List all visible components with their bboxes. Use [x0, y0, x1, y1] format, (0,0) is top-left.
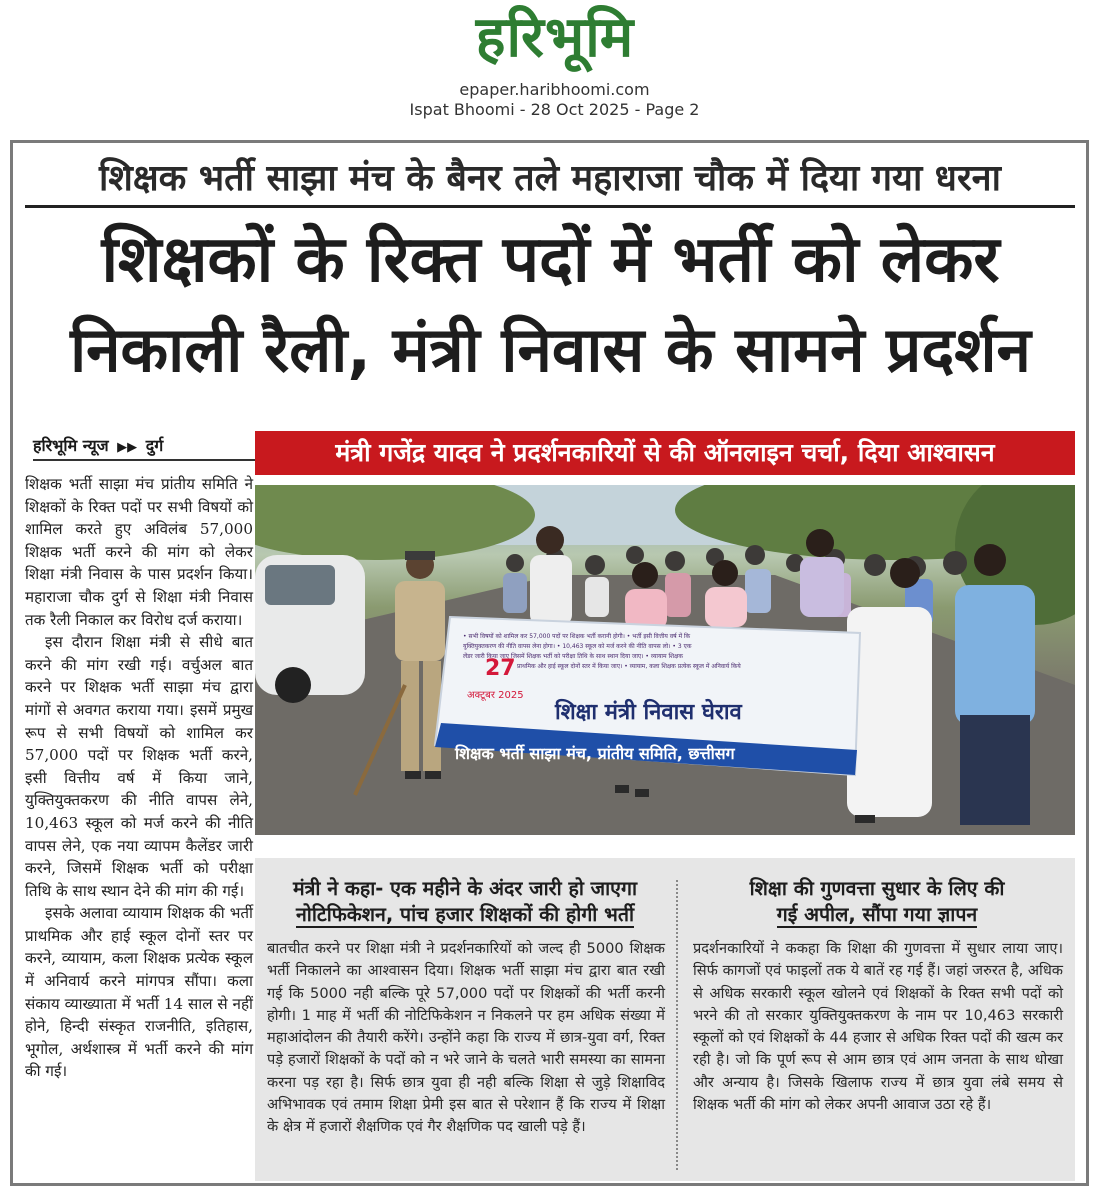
epaper-url[interactable]: epaper.haribhoomi.com: [459, 80, 650, 99]
headline-line-1: शिक्षकों के रिक्त पदों में भर्ती को लेकर: [101, 223, 1000, 297]
banner-sub-text: शिक्षक भर्ती साझा मंच, प्रांतीय समिति, छत्तीसग: [455, 744, 735, 763]
banner-small-line: युक्तियुक्तकरण की नीति वापस लेना होगा। • 10,463 स्कूल को मर्ज करने की नीति वापस लो। • 3 एक: [463, 643, 692, 650]
byline: [33, 433, 258, 461]
sidebar-left-heading-line-2: नोटिफिकेशन, पांच हजार शिक्षकों की होगी भर्ती: [295, 903, 635, 926]
article-headline: [23, 215, 1078, 395]
body-paragraph: इस दौरान शिक्षा मंत्री से सीधे बात करने की मांग रखी गई। वर्चुअल बात करने पर शिक्षक भर्ती साझा मंच द्वारा मांगों से अवगत कराया गया। इसमें प्रमुख रूप से सभी विषयों को शामिल कर 57,000 पदों पर शिक्षक भर्ती करने, इसी वित्तीय वर्ष में किया जाने, युक्तियुक्तकरण की नीति वापस लेने, 10,463 स्कूल को मर्ज करने की नीति वापस लेने, एक नया व्यापम कैलेंडर जारी करने, जिसमें शिक्षक भर्ती को परीक्षा तिथि के साथ स्थान देने की मांग की गई।: [25, 633, 253, 900]
byline-source: हरिभूमि न्यूज: [33, 436, 109, 455]
banner-main-text: शिक्षा मंत्री निवास घेराव: [555, 700, 742, 725]
column-divider: [676, 880, 678, 1170]
dateline: दुर्ग: [145, 436, 164, 455]
haribhoomi-logo[interactable]: [415, 2, 695, 74]
article-frame: [10, 140, 1089, 1186]
article-body: [25, 473, 253, 1083]
sidebar-left-body: बातचीत करने पर शिक्षा मंत्री ने प्रदर्शनकारियों को जल्द ही 5000 शिक्षक भर्ती निकालने का आश्वासन दिया। शिक्षक भर्ती साझा मंच द्वारा बात रखी गई कि 5000 नही बल्कि पूरे 57,000 पदों पर शिक्षकों की भर्ती करनी होगी। 1 माह में भर्ती की नोटिफिकेशन न निकलने पर हम अधिक संख्या में महाआंदोलन की तैयारी करेंगे। उन्होंने कहा कि राज्य में छात्र-युवा वर्ग, रिक्त पड़े हजारों शिक्षकों के पदों को न भरे जाने के चलते भारी समस्या का सामना करना पड़ रहा है। सिर्फ छात्र युवा ही नही बल्कि शिक्षा से जुड़े शिक्षाविद अभिभावक एवं तमाम शिक्षा प्रेमी इस बात से परेशान हैं कि राज्य में शिक्षा के क्षेत्र में हजारों शैक्षणिक एवं गैर शैक्षणिक पद खाली पड़े हैं।: [267, 940, 665, 1136]
sidebar-left-heading: [265, 876, 665, 928]
logo-text: हरिभूमि: [475, 5, 635, 70]
sidebar-left-heading-line-1: मंत्री ने कहा- एक महीने के अंदर जारी हो जाएगा: [292, 877, 637, 900]
edition-line: Ispat Bhoomi - 28 Oct 2025 - Page 2: [409, 100, 700, 119]
banner-month: अक्टूबर 2025: [467, 690, 524, 701]
body-paragraph: इसके अलावा व्यायाम शिक्षक की भर्ती प्राथमिक और हाई स्कूल दोनों स्तर पर करने, व्यायाम, कला शिक्षक प्रत्येक स्कूल में अनिवार्य करने मांगपत्र सौंपा। कला संकाय व्याख्याता में भर्ती 14 साल से नहीं होने, हिन्दी संस्कृत राजनीति, इतिहास, भूगोल, अर्थशास्त्र में भर्ती करने की मांग की गई।: [25, 904, 253, 1081]
byline-arrow-icon: ▶▶: [117, 440, 138, 455]
headline-line-2: निकाली रैली, मंत्री निवास के सामने प्रदर्शन: [70, 313, 1031, 386]
protest-banner: [435, 617, 860, 775]
rally-photo: [255, 485, 1075, 835]
body-paragraph: शिक्षक भर्ती साझा मंच प्रांतीय समिति ने शिक्षकों के रिक्त पदों पर सभी विषयों को शामिल करते हुए अविलंब 57,000 शिक्षक भर्ती करने की मांग को लेकर शिक्षा मंत्री निवास के पास प्रदर्शन किया। महाराजा चौक दुर्ग से शिक्षा मंत्री निवास तक रैली निकाल कर विरोध दर्ज कराया।: [25, 475, 253, 629]
sidebar-right-body: प्रदर्शनकारियों ने ककहा कि शिक्षा की गुणवत्ता में सुधार लाया जाए। सिर्फ कागजों एवं फाइलों तक ये बातें रह गई हैं। जहां जरुरत है, अधिक से अधिक सरकारी स्कूल खोलने एवं शिक्षकों के रिक्त सभी पदों को भरने की तो सरकार युक्तियुक्तकरण के नाम पर 10,463 सरकारी स्कूलों को एवं शिक्षकों के 44 हजार से अधिक रिक्त पदों की खत्म कर रही है। जो कि पूर्ण रूप से आम छात्र एवं आम जनता के साथ धोखा और अन्याय है। जिसके खिलाफ राज्य में छात्र युवा लंबे समय से शिक्षक भर्ती की मांग को लेकर अपनी आवाज उठा रहे हैं।: [693, 940, 1063, 1114]
sidebar-right-heading: [689, 876, 1065, 928]
photo-subhead: मंत्री गजेंद्र यादव ने प्रदर्शनकारियों से की ऑनलाइन चर्चा, दिया आश्वासन: [255, 431, 1075, 475]
sidebar-right-heading-line-2: गई अपील, सौंपा गया ज्ञापन: [776, 903, 978, 926]
masthead: [0, 0, 1109, 130]
banner-small-line: प्राथमिक और हाई स्कूल दोनों स्तर में किया जाए। • व्यायाम, कला शिक्षक प्रत्येक स्कूल में अनिवार्य किये: [517, 663, 741, 670]
banner-small-line: • सभी विषयों को शामिल कर 57,000 पदों पर शिक्षक भर्ती करानी होगी। • भर्ती इसी वित्तीय वर्ष में कि: [463, 633, 691, 640]
sidebar-box: [255, 858, 1075, 1181]
sidebar-right-heading-line-1: शिक्षा की गुणवत्ता सुधार के लिए की: [749, 877, 1005, 900]
rally-photo-illustration: [255, 485, 1075, 835]
banner-date: 27: [485, 656, 516, 681]
banner-small-line: लेंडर जारी किया जाए जिसमें शिक्षक भर्ती को परीक्षा तिथि के साथ स्थान दिया जाए। • व्यायाम शिक्षक: [463, 653, 684, 660]
article-kicker: शिक्षक भर्ती साझा मंच के बैनर तले महाराजा चौक में दिया गया धरना: [25, 153, 1075, 208]
